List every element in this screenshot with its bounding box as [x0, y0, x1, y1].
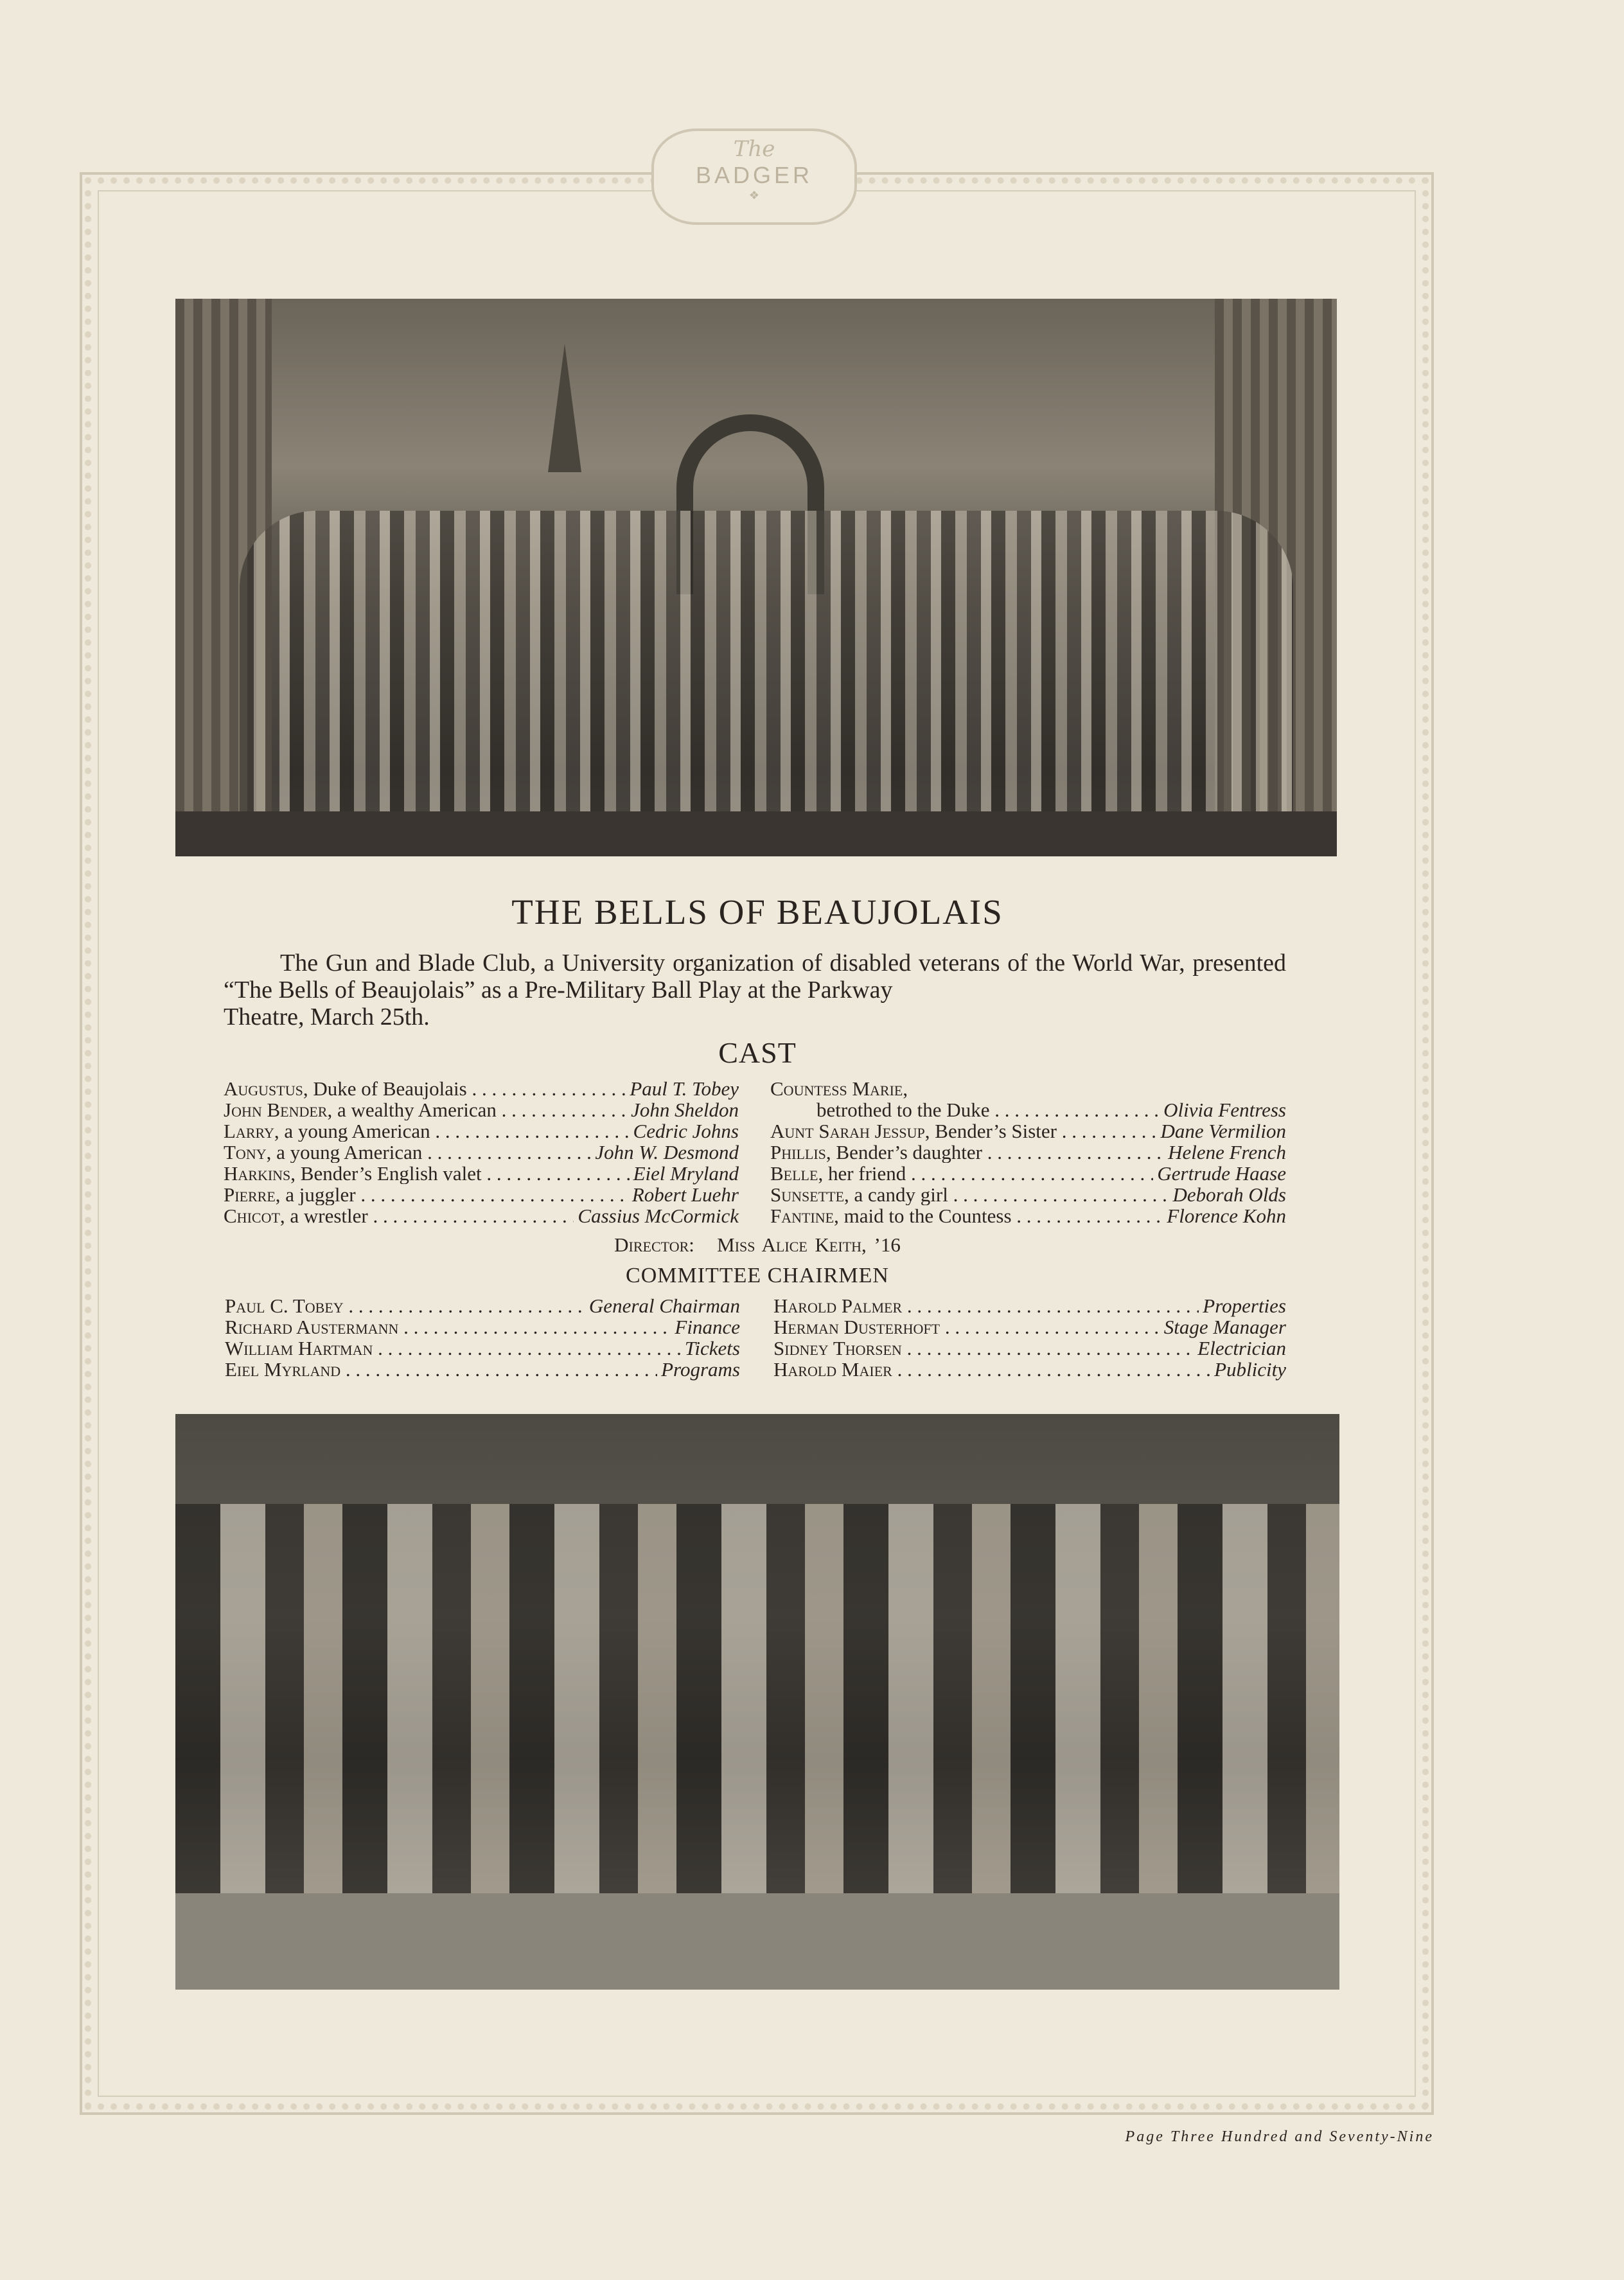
entry-name: Larry — [224, 1120, 274, 1142]
entry-value: Programs — [661, 1358, 740, 1381]
intro-paragraph-last-line: Theatre, March 25th. — [224, 1003, 430, 1030]
entry-label — [770, 1184, 1169, 1205]
entry-value: Helene French — [1168, 1141, 1286, 1163]
cast-row — [224, 1184, 739, 1205]
entry-value: Cedric Johns — [633, 1120, 739, 1142]
committee-row — [225, 1338, 740, 1359]
entry-role: , a wrestler — [279, 1205, 368, 1226]
backdrop-spire — [548, 344, 581, 472]
entry-label — [225, 1338, 681, 1359]
cast-row — [224, 1120, 739, 1142]
cast-crowd — [240, 511, 1293, 819]
entry-role: , Bender’s English valet — [290, 1163, 482, 1184]
badger-masthead — [651, 128, 857, 225]
entry-label — [770, 1163, 1153, 1184]
entry-label — [224, 1120, 630, 1142]
committee-row — [773, 1316, 1286, 1338]
entry-label — [224, 1163, 630, 1184]
entry-role: , Bender’s daughter — [825, 1142, 982, 1163]
character-role: betrothed to the Duke . . . — [770, 1099, 1160, 1120]
committee-row — [773, 1295, 1286, 1316]
cast-row-countess — [770, 1078, 1286, 1099]
cast-heading: CAST — [718, 1036, 797, 1069]
principals-stage-photo — [175, 1414, 1339, 1990]
entry-label — [773, 1338, 1194, 1359]
entry-value: John W. Desmond — [595, 1141, 739, 1163]
entry-name: Augustus — [224, 1078, 303, 1099]
entry-role: , a wealthy American — [327, 1099, 497, 1120]
entry-name: Phillis — [770, 1142, 826, 1163]
entry-name: Eiel Myrland — [225, 1359, 341, 1380]
stage-floor — [175, 811, 1337, 856]
committee-list-right — [773, 1295, 1286, 1380]
entry-value: Electrician — [1197, 1337, 1286, 1359]
entry-name: Harkins — [224, 1163, 291, 1184]
entry-label — [773, 1316, 1160, 1338]
entry-name: Aunt Sarah Jessup — [770, 1120, 925, 1142]
entry-value: Cassius McCormick — [578, 1205, 739, 1227]
stage-floor — [175, 1893, 1339, 1990]
intro-paragraph: The Gun and Blade Club, a University organization of disabled veterans of the World War, presented “The Bells of Beaujolais” as a Pre-Military Ball Play at the Parkway — [224, 950, 1286, 1003]
entry-value: Florence Kohn — [1167, 1205, 1286, 1227]
full-cast-stage-photo — [175, 299, 1337, 856]
entry-label — [224, 1142, 591, 1163]
entry-value: General Chairman — [588, 1295, 740, 1317]
entry-role: , a juggler — [275, 1184, 356, 1205]
entry-label — [224, 1099, 627, 1120]
entry-name: John Bender — [224, 1099, 328, 1120]
entry-value: Dane Vermilion — [1160, 1120, 1286, 1142]
entry-value: John Sheldon — [631, 1099, 739, 1121]
masthead-the: The — [733, 136, 775, 162]
cast-row — [770, 1142, 1286, 1163]
entry-label — [770, 1120, 1157, 1142]
page-title: THE BELLS OF BEAUJOLAIS — [511, 892, 1003, 932]
masthead-name: BADGER — [695, 162, 813, 188]
entry-name: Harold Palmer — [773, 1295, 903, 1316]
entry-name: Fantine — [770, 1205, 834, 1226]
entry-role: , her friend — [818, 1163, 906, 1184]
entry-name: Sidney Thorsen — [773, 1338, 902, 1359]
committee-row — [225, 1316, 740, 1338]
entry-name: Tony — [224, 1142, 267, 1163]
entry-label — [224, 1205, 574, 1226]
cast-list-right — [770, 1078, 1286, 1226]
entry-name: Sunsette — [770, 1184, 845, 1205]
entry-label — [225, 1359, 657, 1380]
entry-label — [770, 1142, 1164, 1163]
entry-label — [224, 1184, 628, 1205]
cast-row — [770, 1163, 1286, 1184]
entry-value: Robert Luehr — [631, 1183, 739, 1206]
entry-name: William Hartman — [225, 1338, 373, 1359]
entry-value: Paul T. Tobey — [630, 1077, 739, 1100]
committee-list-left — [225, 1295, 740, 1380]
committee-row — [225, 1295, 740, 1316]
entry-name: Richard Austermann — [225, 1316, 399, 1338]
committee-row — [773, 1338, 1286, 1359]
entry-name: Harold Maier — [773, 1359, 892, 1380]
masthead-ornament-icon: ❖ — [748, 189, 760, 202]
entry-role: , Duke of Beaujolais — [303, 1078, 467, 1099]
committee-row — [225, 1359, 740, 1380]
entry-role: , a young American — [266, 1142, 423, 1163]
entry-role: , a candy girl — [844, 1184, 948, 1205]
entry-value: Properties — [1203, 1295, 1286, 1317]
committee-heading: COMMITTEE CHAIRMEN — [626, 1264, 889, 1287]
entry-label — [773, 1295, 1199, 1316]
entry-value: Stage Manager — [1163, 1316, 1286, 1338]
entry-name: Chicot — [224, 1205, 280, 1226]
page-number-footer: Page Three Hundred and Seventy-Nine — [1125, 2128, 1434, 2145]
cast-row — [224, 1205, 739, 1226]
character-name: Countess Marie, — [770, 1077, 908, 1100]
director-label: Director: — [614, 1233, 694, 1256]
entry-name: Belle — [770, 1163, 818, 1184]
cast-list-left — [224, 1078, 739, 1226]
entry-value: Eiel Mryland — [633, 1162, 739, 1185]
director-line — [175, 1233, 1339, 1257]
committee-row — [773, 1359, 1286, 1380]
actor-name: Olivia Fentress — [1163, 1099, 1286, 1121]
entry-name: Paul C. Tobey — [225, 1295, 344, 1316]
cast-row — [770, 1205, 1286, 1226]
cast-row — [224, 1099, 739, 1120]
cast-row — [224, 1142, 739, 1163]
entry-label — [225, 1295, 585, 1316]
cast-row — [224, 1078, 739, 1099]
entry-role: , a young American — [274, 1120, 430, 1142]
entry-label — [773, 1359, 1210, 1380]
entry-value: Finance — [675, 1316, 740, 1338]
cast-row — [770, 1120, 1286, 1142]
principal-cast-lineup — [175, 1504, 1339, 1902]
entry-label — [225, 1316, 671, 1338]
entry-role: , maid to the Countess — [834, 1205, 1012, 1226]
entry-role: , Bender’s Sister — [924, 1120, 1057, 1142]
cast-row-countess-role — [770, 1099, 1286, 1120]
entry-value: Deborah Olds — [1172, 1183, 1286, 1206]
entry-value: Gertrude Haase — [1157, 1162, 1286, 1185]
entry-name: Pierre — [224, 1184, 276, 1205]
cast-row — [770, 1184, 1286, 1205]
entry-label — [770, 1205, 1163, 1226]
director-name: Miss Alice Keith, ’16 — [717, 1233, 901, 1256]
entry-value: Publicity — [1214, 1358, 1286, 1381]
entry-value: Tickets — [684, 1337, 740, 1359]
entry-label — [224, 1078, 626, 1099]
entry-name: Herman Dusterhoft — [773, 1316, 940, 1338]
cast-row — [224, 1163, 739, 1184]
